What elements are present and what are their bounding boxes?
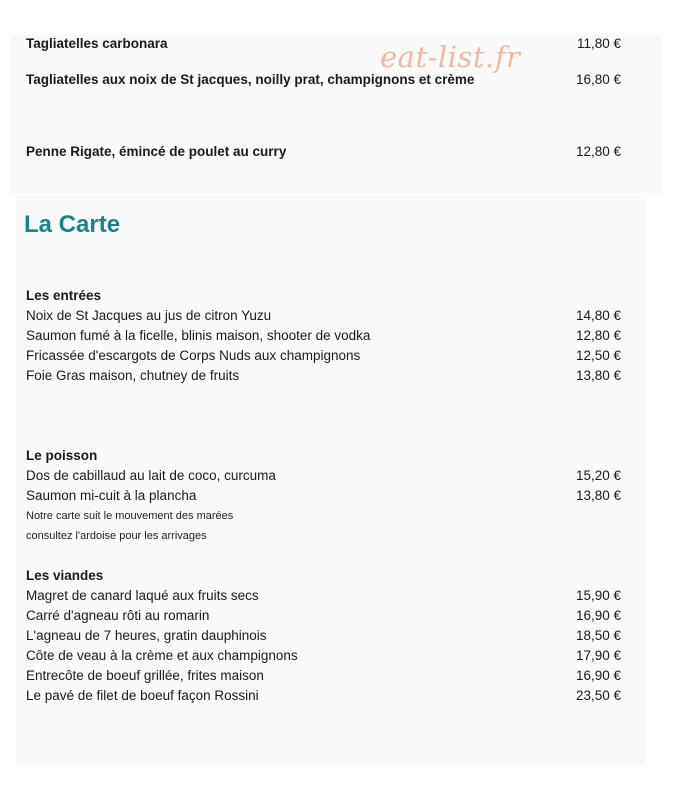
item-price: 15,90 €: [575, 588, 621, 603]
item-name: Fricassée d'escargots de Corps Nuds aux champignons: [26, 348, 361, 363]
item-price: 13,80 €: [575, 488, 621, 503]
item-name: Saumon mi-cuit à la plancha: [26, 488, 197, 503]
menu-item: [26, 688, 621, 708]
item-price: 13,80 €: [575, 368, 621, 383]
item-price: 12,80 €: [575, 328, 621, 343]
item-name: Côte de veau à la crème et aux champignons: [26, 648, 298, 663]
watermark: eat-list.fr: [380, 40, 521, 74]
menu-item: [26, 668, 621, 688]
item-name: Entrecôte de boeuf grillée, frites maison: [26, 668, 264, 683]
section-heading-viandes: Les viandes: [26, 568, 104, 583]
item-name: Saumon fumé à la ficelle, blinis maison, shooter de vodka: [26, 328, 371, 343]
item-price: 14,80 €: [575, 308, 621, 323]
item-name: Carré d'agneau rôti au romarin: [26, 608, 210, 623]
item-name: Tagliatelles carbonara: [26, 36, 168, 51]
menu-item: [26, 468, 621, 488]
menu-item: [26, 488, 621, 508]
item-price: 12,50 €: [575, 348, 621, 363]
item-name: Penne Rigate, émincé de poulet au curry: [26, 144, 287, 159]
item-name: Noix de St Jacques au jus de citron Yuzu: [26, 308, 272, 323]
poisson-note: Notre carte suit le mouvement des marées: [26, 510, 234, 522]
item-price: 15,20 €: [575, 468, 621, 483]
item-name: Le pavé de filet de boeuf façon Rossini: [26, 688, 259, 703]
item-name: Foie Gras maison, chutney de fruits: [26, 368, 240, 383]
section-heading-poisson: Le poisson: [26, 448, 98, 463]
item-price: 16,90 €: [575, 608, 621, 623]
pasta-panel: [10, 34, 662, 194]
item-price: 18,50 €: [575, 628, 621, 643]
item-name: Dos de cabillaud au lait de coco, curcuma: [26, 468, 276, 483]
item-name: Magret de canard laqué aux fruits secs: [26, 588, 259, 603]
menu-item: [26, 628, 621, 648]
item-price: 12,80 €: [575, 144, 621, 159]
menu-item: [26, 328, 621, 348]
item-name: L'agneau de 7 heures, gratin dauphinois: [26, 628, 267, 643]
item-price: 11,80 €: [576, 36, 621, 51]
menu-item: [26, 348, 621, 368]
item-price: 17,90 €: [575, 648, 621, 663]
menu-item: [26, 72, 621, 92]
menu-item: [26, 368, 621, 388]
menu-item: [26, 648, 621, 668]
poisson-note: consultez l'ardoise pour les arrivages: [26, 530, 207, 542]
carte-title: La Carte: [24, 211, 121, 238]
section-heading-entrees: Les entrées: [26, 288, 102, 303]
item-price: 23,50 €: [575, 688, 621, 703]
item-price: 16,90 €: [575, 668, 621, 683]
menu-item: [26, 308, 621, 328]
item-name: Tagliatelles aux noix de St jacques, noilly prat, champignons et crème: [26, 72, 475, 87]
item-price: 16,80 €: [575, 72, 621, 87]
menu-item: [26, 608, 621, 628]
menu-item: [26, 36, 621, 56]
menu-item: [26, 588, 621, 608]
menu-item: [26, 144, 621, 164]
